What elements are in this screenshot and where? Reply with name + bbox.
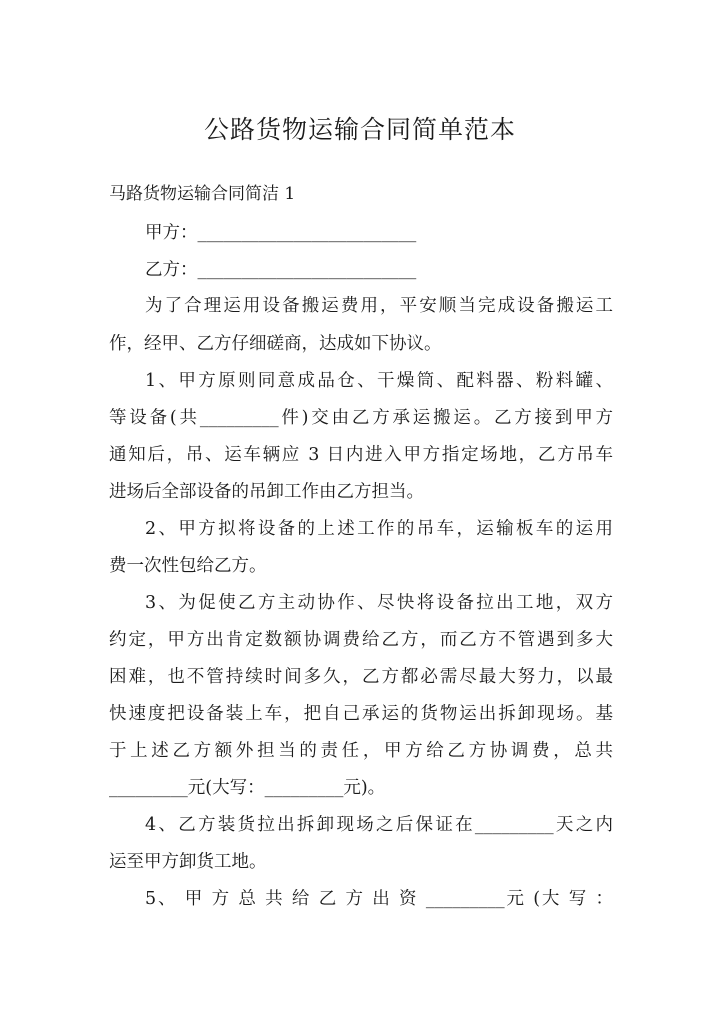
- text-line: 等设备(共_________件)交由乙方承运搬运。乙方接到甲方: [109, 408, 613, 428]
- text-line: 于上述乙方额外担当的责任，甲方给乙方协调费，总共: [109, 741, 613, 761]
- text-line: 5、 甲 方 总 共 给 乙 方 出 资 _________元 (大 写 ：: [145, 889, 613, 909]
- text-line: 约定，甲方出肯定数额协调费给乙方，而乙方不管遇到多大: [109, 630, 613, 650]
- text-line: 3、为促使乙方主动协作、尽快将设备拉出工地，双方: [145, 593, 613, 613]
- text-line: 困难，也不管持续时间多久，乙方都必需尽最大努力，以最: [109, 667, 613, 687]
- party-a-line: 甲方：_________________________: [145, 223, 417, 243]
- text-line: 快速度把设备装上车，把自己承运的货物运出拆卸现场。基: [109, 704, 613, 724]
- text-line: 4、乙方装货拉出拆卸现场之后保证在_________天之内: [145, 815, 613, 835]
- text-line: _________元(大写：_________元)。: [109, 778, 386, 798]
- text-line: 费一次性包给乙方。: [109, 556, 267, 576]
- text-line: 运至甲方卸货工地。: [109, 852, 267, 872]
- text-line: 2、甲方拟将设备的上述工作的吊车，运输板车的运用: [145, 519, 613, 539]
- document-subtitle: 马路货物运输合同简洁 1: [109, 184, 296, 204]
- document-title: 公路货物运输合同简单范本: [203, 115, 516, 144]
- text-line: 1、甲方原则同意成品仓、干燥筒、配料器、粉料罐、: [145, 371, 613, 391]
- text-line: 为了合理运用设备搬运费用，平安顺当完成设备搬运工: [145, 296, 613, 316]
- text-line: 进场后全部设备的吊卸工作由乙方担当。: [109, 482, 424, 502]
- text-line: 作，经甲、乙方仔细磋商，达成如下协议。: [109, 334, 442, 354]
- party-b-line: 乙方：_________________________: [145, 260, 417, 280]
- text-line: 通知后，吊、运车辆应 3 日内进入甲方指定场地，乙方吊车: [109, 445, 613, 465]
